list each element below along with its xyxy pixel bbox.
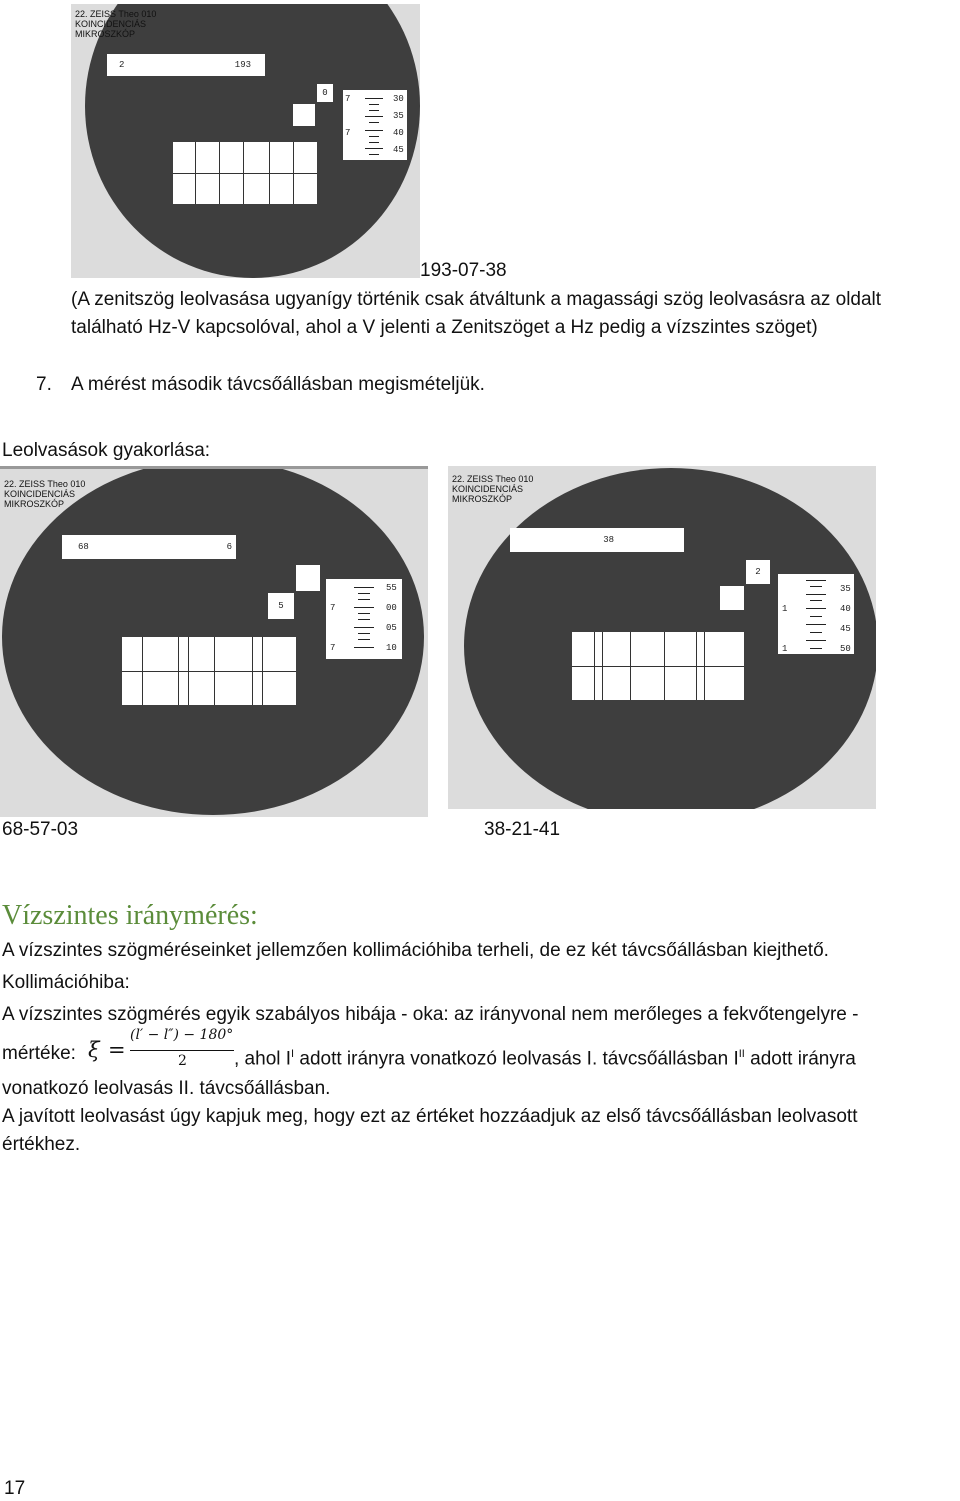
brand-label: 22. ZEISS Theo 010 KOINCIDENCIÁS MIKROSZKÓP bbox=[4, 479, 86, 509]
formula-line bbox=[2, 1026, 958, 1078]
paragraph-5-line-2: értékhez. bbox=[2, 1134, 81, 1155]
formula-numerator: (l′ − l″) − 180° bbox=[130, 1027, 234, 1043]
note-line-2: található Hz-V kapcsolóval, ahol a V jelenti a Zenitszöget a Hz pedig a vízszintes szöget) bbox=[71, 317, 818, 338]
degree-bar: 2 193 bbox=[107, 54, 265, 76]
degree-bar: 38 bbox=[510, 528, 684, 552]
reading-figure-1: 193-07-38 bbox=[420, 260, 507, 281]
list-item-text: A mérést második távcsőállásban megismételjük. bbox=[71, 374, 485, 395]
note-line-1: (A zenitszög leolvasása ugyanígy történik csak átváltunk a magassági szög leolvasásra az oldalt bbox=[71, 289, 882, 310]
formula-xi: ξ bbox=[88, 1038, 100, 1062]
minute-scale: 7 7 55 00 05 10 bbox=[326, 579, 402, 659]
reading-figure-2: 68-57-03 bbox=[2, 819, 79, 840]
degree-bar: 68 6 bbox=[62, 535, 236, 559]
microscope-figure-3 bbox=[448, 466, 876, 809]
formula-suffix: , ahol $I^I$ adott irányra vonatkozó leolvasás I. távcsőállásban $I^{II}$ adott irányra bbox=[234, 1048, 856, 1070]
microscope-figure-1 bbox=[71, 4, 420, 278]
formula-denominator: 2 bbox=[178, 1053, 187, 1069]
coincidence-window bbox=[122, 637, 296, 705]
minute-scale: 1 1 35 40 45 50 bbox=[778, 574, 854, 654]
tens-minute-window: 0 bbox=[317, 84, 333, 102]
page-number: 17 bbox=[4, 1478, 26, 1499]
practice-label: Leolvasások gyakorlása: bbox=[2, 440, 211, 461]
brand-label: 22. ZEISS Theo 010 KOINCIDENCIÁS MIKROSZKÓP bbox=[75, 9, 157, 39]
tens-minute-window: 2 bbox=[746, 560, 770, 584]
index-square bbox=[720, 586, 744, 610]
formula-equals: = bbox=[108, 1038, 126, 1062]
paragraph-5-line-1: A javított leolvasást úgy kapjuk meg, hogy ezt az értéket hozzáadjuk az első távcsőállásban leolvasott bbox=[2, 1106, 858, 1127]
reading-figure-3: 38-21-41 bbox=[484, 819, 561, 840]
minute-scale: 7 7 30 35 40 45 bbox=[343, 90, 407, 160]
tens-minute-window: 5 bbox=[268, 593, 294, 619]
brand-label: 22. ZEISS Theo 010 KOINCIDENCIÁS MIKROSZKÓP bbox=[452, 474, 534, 504]
section-heading: Vízszintes iránymérés: bbox=[2, 900, 258, 931]
fraction-bar bbox=[130, 1050, 234, 1051]
microscope-figure-2 bbox=[0, 466, 428, 817]
paragraph-3: A vízszintes szögmérés egyik szabályos hibája - oka: az irányvonal nem merőleges a fekvőtengelyre - bbox=[2, 1004, 859, 1025]
index-square bbox=[293, 104, 315, 126]
paragraph-4: vonatkozó leolvasás II. távcsőállásban. bbox=[2, 1078, 331, 1099]
paragraph-2: Kollimációhiba: bbox=[2, 972, 130, 993]
list-item-number: 7. bbox=[36, 374, 52, 395]
paragraph-1: A vízszintes szögméréseinket jellemzően kollimációhiba terheli, de ez két távcsőállásban kiejthető. bbox=[2, 940, 829, 961]
coincidence-window bbox=[572, 632, 744, 700]
index-square bbox=[296, 565, 320, 591]
coincidence-window bbox=[173, 142, 317, 204]
formula-prefix: mértéke: bbox=[2, 1043, 76, 1064]
